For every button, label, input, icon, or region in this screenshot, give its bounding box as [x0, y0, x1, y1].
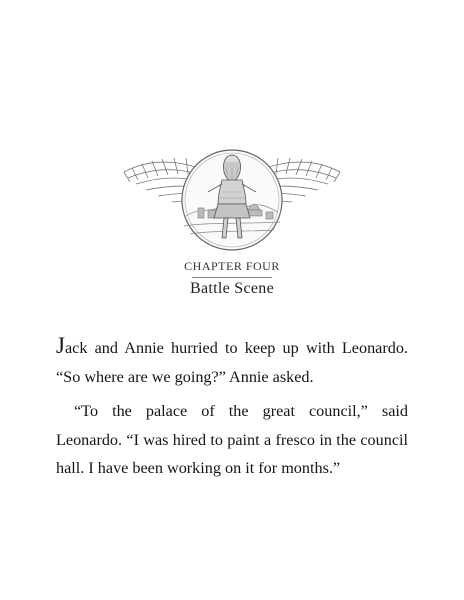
chapter-divider: [192, 277, 272, 278]
winged-man-medallion-icon: [118, 138, 346, 254]
chapter-title: Battle Scene: [189, 280, 274, 297]
chapter-label: CHAPTER FOUR: [184, 259, 280, 273]
paragraph-2: “To the palace of the great council,” said Leonardo. “I was hired to paint a fresco in the council hall. I have been working on it for months.”: [56, 402, 408, 477]
drop-cap: J: [56, 333, 65, 358]
chapter-body: [56, 334, 408, 483]
paragraph-1-text: ack and Annie hurried to keep up with Leonardo. “So where are we going?” Annie asked.: [56, 339, 408, 386]
paragraph-1: [56, 334, 408, 391]
